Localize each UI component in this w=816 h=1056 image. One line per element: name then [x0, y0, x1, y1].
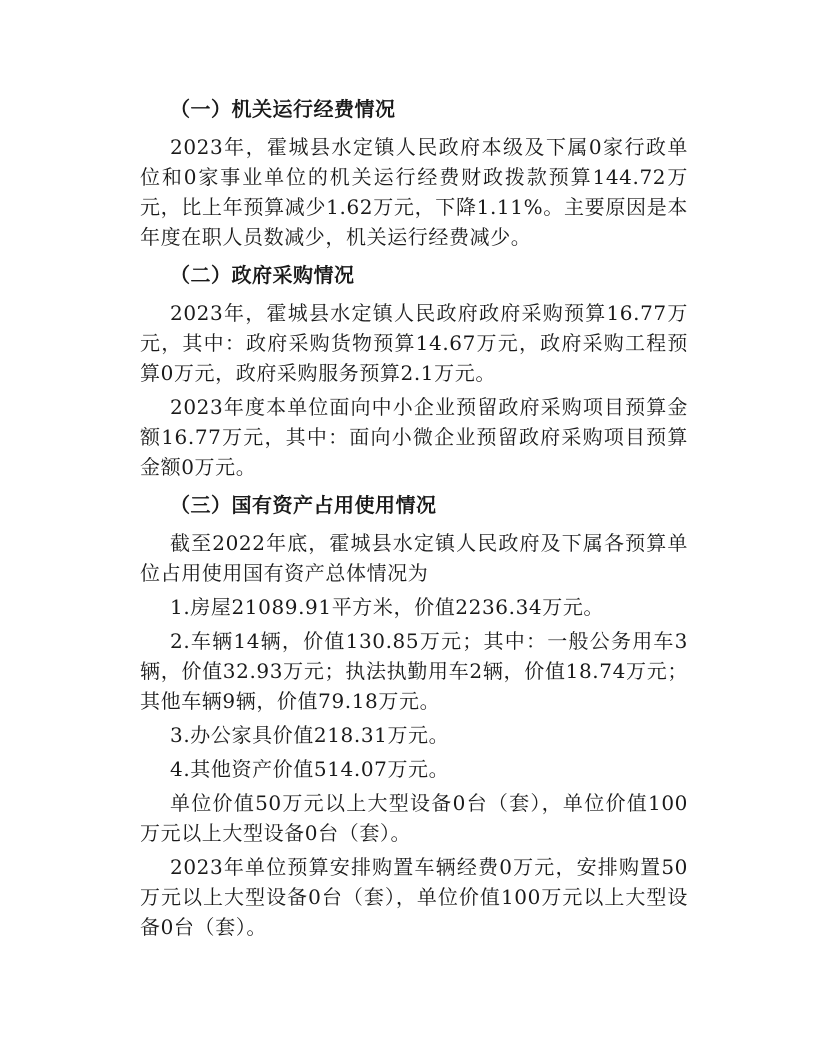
paragraph-operating-expenses: 2023年，霍城县水定镇人民政府本级及下属0家行政单位和0家事业单位的机关运行经费财政拨款预算144.72万元，比上年预算减少1.62万元，下降1.11%。主要原因是本年度在职人员数减少，机关运行经费减少。 — [140, 135, 688, 249]
paragraph-procurement-budget: 2023年，霍城县水定镇人民政府政府采购预算16.77万元，其中：政府采购货物预算14.67万元，政府采购工程预算0万元，政府采购服务预算2.1万元。 — [140, 301, 688, 385]
list-item-housing: 1.房屋21089.91平方米，价值2236.34万元。 — [170, 595, 605, 619]
section-heading-operating-expenses: （一）机关运行经费情况 — [170, 97, 396, 121]
section-heading-procurement: （二）政府采购情况 — [170, 263, 355, 287]
list-item-other-assets: 4.其他资产价值514.07万元。 — [170, 757, 450, 781]
paragraph-large-equipment: 单位价值50万元以上大型设备0台（套），单位价值100万元以上大型设备0台（套）。 — [140, 791, 688, 845]
list-item-vehicles: 2.车辆14辆，价值130.85万元；其中：一般公务用车3辆，价值32.93万元；执法执勤用车2辆，价值18.74万元；其他车辆9辆，价值79.18万元。 — [140, 629, 688, 713]
section-heading-state-assets: （三）国有资产占用使用情况 — [170, 493, 437, 517]
paragraph-assets-overview: 截至2022年底，霍城县水定镇人民政府及下属各预算单位占用使用国有资产总体情况为 — [140, 531, 688, 585]
paragraph-sme-procurement: 2023年度本单位面向中小企业预留政府采购项目预算金额16.77万元，其中：面向小微企业预留政府采购项目预算金额0万元。 — [140, 395, 688, 479]
paragraph-purchase-budget: 2023年单位预算安排购置车辆经费0万元，安排购置50万元以上大型设备0台（套），单位价值100万元以上大型设备0台（套）。 — [140, 855, 688, 939]
document-body — [140, 94, 688, 942]
list-item-furniture: 3.办公家具价值218.31万元。 — [170, 723, 450, 747]
